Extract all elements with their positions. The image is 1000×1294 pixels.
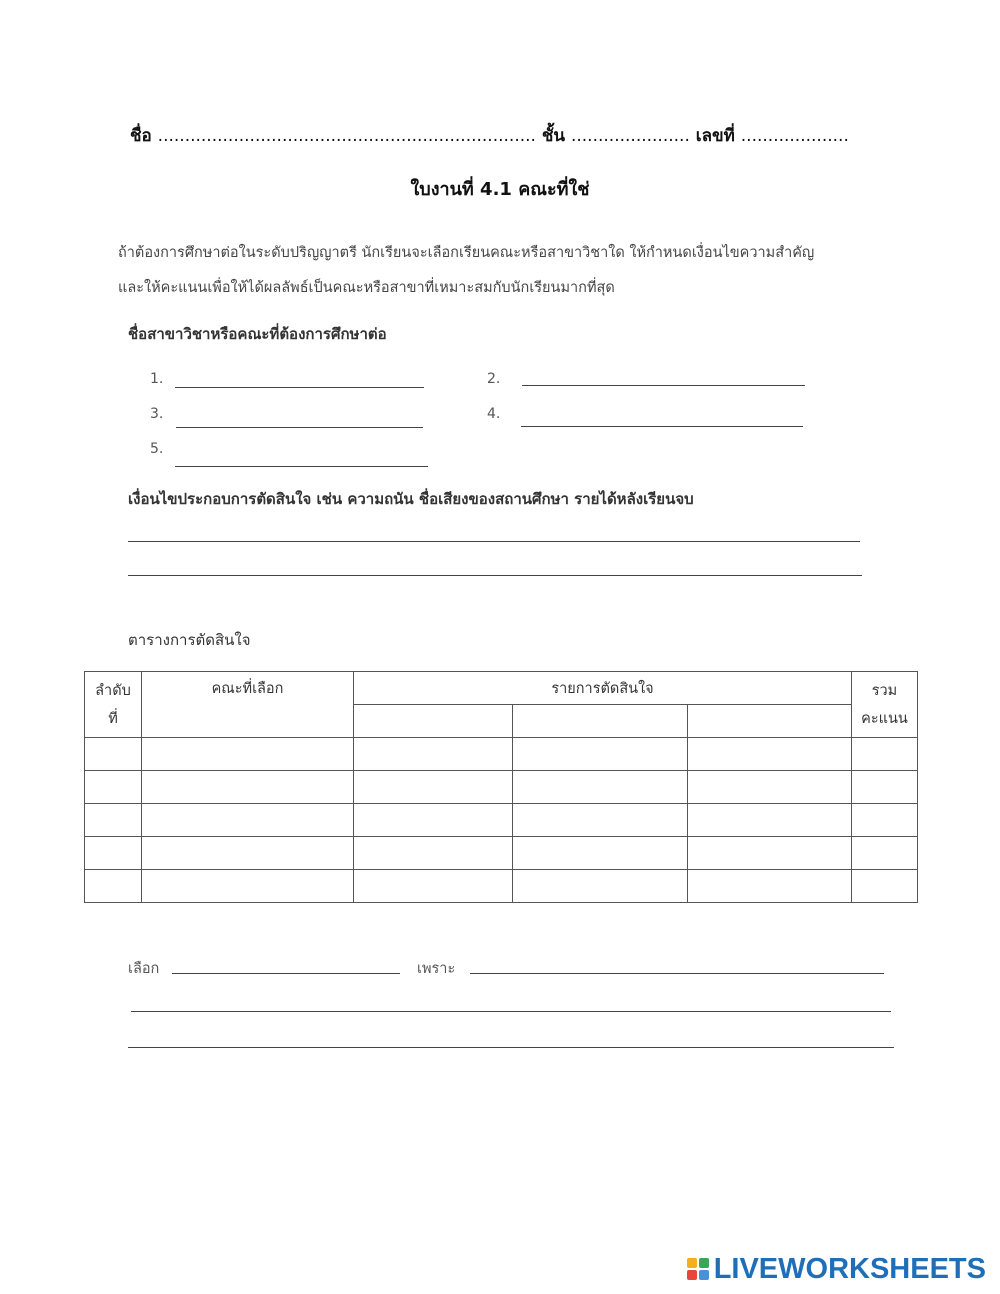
name-label: ชื่อ bbox=[130, 126, 152, 146]
conditions-section-heading: เงื่อนไขประกอบการตัดสินใจ เช่น ความถนัน ชื่อเสียงของสถานศึกษา รายได้หลังเรียนจบ bbox=[128, 490, 694, 508]
logo-text: LIVEWORKSHEETS bbox=[713, 1252, 986, 1285]
class-label: ชั้น bbox=[541, 126, 566, 146]
logo-tile-2 bbox=[699, 1258, 709, 1268]
table-row bbox=[85, 870, 918, 903]
table-row bbox=[85, 804, 918, 837]
conditions-line-2[interactable] bbox=[128, 575, 862, 576]
student-info-line bbox=[130, 122, 890, 149]
decision-table bbox=[84, 671, 918, 903]
faculty-item-1-line[interactable] bbox=[175, 387, 424, 388]
table-cell[interactable] bbox=[142, 870, 354, 903]
faculty-item-5-line[interactable] bbox=[175, 466, 428, 467]
table-cell[interactable] bbox=[513, 771, 688, 804]
logo-tile-1 bbox=[687, 1258, 697, 1268]
table-row bbox=[85, 771, 918, 804]
table-cell[interactable] bbox=[354, 804, 513, 837]
table-cell[interactable] bbox=[852, 870, 918, 903]
total-column-header bbox=[852, 672, 918, 738]
faculty-item-4-line[interactable] bbox=[521, 426, 803, 427]
table-cell[interactable] bbox=[513, 804, 688, 837]
faculty-item-2-line[interactable] bbox=[522, 385, 805, 386]
table-cell[interactable] bbox=[354, 771, 513, 804]
table-cell[interactable] bbox=[852, 804, 918, 837]
table-cell[interactable] bbox=[354, 738, 513, 771]
reason-line-2[interactable] bbox=[131, 1011, 891, 1012]
choose-label: เลือก bbox=[128, 961, 160, 977]
faculty-section-heading: ชื่อสาขาวิชาหรือคณะที่ต้องการศึกษาต่อ bbox=[128, 325, 387, 343]
table-cell[interactable] bbox=[85, 738, 142, 771]
table-cell[interactable] bbox=[852, 738, 918, 771]
table-cell[interactable] bbox=[688, 837, 852, 870]
table-cell[interactable] bbox=[852, 771, 918, 804]
table-cell[interactable] bbox=[513, 738, 688, 771]
faculty-item-3-number: 3. bbox=[150, 406, 164, 422]
table-cell[interactable] bbox=[85, 804, 142, 837]
worksheet-title: ใบงานที่ 4.1 คณะที่ใช่ bbox=[410, 179, 590, 200]
table-cell[interactable] bbox=[85, 870, 142, 903]
order-column-header bbox=[85, 672, 142, 738]
criteria-1-header-cell[interactable] bbox=[354, 705, 513, 738]
logo-tiles-icon bbox=[686, 1257, 710, 1281]
table-cell[interactable] bbox=[513, 870, 688, 903]
logo-tile-3 bbox=[687, 1270, 697, 1280]
intro-paragraph bbox=[118, 236, 878, 306]
name-field[interactable]: ...................................................................... bbox=[157, 126, 536, 146]
faculty-item-3-line[interactable] bbox=[176, 427, 423, 428]
table-row bbox=[85, 738, 918, 771]
table-cell[interactable] bbox=[688, 738, 852, 771]
table-cell[interactable] bbox=[513, 837, 688, 870]
faculty-item-2-number: 2. bbox=[487, 371, 501, 387]
table-cell[interactable] bbox=[85, 837, 142, 870]
faculty-item-1-number: 1. bbox=[150, 371, 164, 387]
total-header-line-2: คะแนน bbox=[861, 711, 908, 727]
table-cell[interactable] bbox=[142, 738, 354, 771]
order-header-line-1: ลำดับ bbox=[95, 683, 131, 699]
table-cell[interactable] bbox=[142, 837, 354, 870]
table-cell[interactable] bbox=[354, 837, 513, 870]
table-cell[interactable] bbox=[688, 804, 852, 837]
number-label: เลขที่ bbox=[695, 126, 735, 146]
criteria-column-header: รายการตัดสินใจ bbox=[354, 672, 852, 705]
choose-line[interactable] bbox=[172, 973, 400, 974]
decision-table-label: ตารางการตัดสินใจ bbox=[128, 631, 251, 649]
table-cell[interactable] bbox=[142, 771, 354, 804]
liveworksheets-logo bbox=[686, 1254, 986, 1284]
faculty-item-4-number: 4. bbox=[487, 406, 501, 422]
because-label: เพราะ bbox=[417, 961, 456, 977]
faculty-item-5-number: 5. bbox=[150, 441, 164, 457]
reason-line-3[interactable] bbox=[128, 1047, 894, 1048]
table-row bbox=[85, 837, 918, 870]
table-cell[interactable] bbox=[142, 804, 354, 837]
total-header-line-1: รวม bbox=[871, 683, 898, 699]
faculty-column-header: คณะที่เลือก bbox=[142, 672, 354, 738]
order-header-line-2: ที่ bbox=[108, 711, 118, 727]
table-cell[interactable] bbox=[354, 870, 513, 903]
table-cell[interactable] bbox=[688, 870, 852, 903]
table-cell[interactable] bbox=[852, 837, 918, 870]
class-field[interactable]: ...................... bbox=[570, 126, 690, 146]
criteria-2-header-cell[interactable] bbox=[513, 705, 688, 738]
intro-line-2: และให้คะแนนเพื่อให้ได้ผลลัพธ์เป็นคณะหรือสาขาที่เหมาะสมกับนักเรียนมากที่สุด bbox=[118, 280, 615, 296]
because-line[interactable] bbox=[470, 973, 884, 974]
logo-tile-4 bbox=[699, 1270, 709, 1280]
conditions-line-1[interactable] bbox=[128, 541, 860, 542]
intro-line-1: ถ้าต้องการศึกษาต่อในระดับปริญญาตรี นักเรียนจะเลือกเรียนคณะหรือสาขาวิชาใด ให้กำหนดเงื่อนไขความสำคัญ bbox=[118, 245, 815, 261]
table-cell[interactable] bbox=[688, 771, 852, 804]
number-field[interactable]: .................... bbox=[740, 126, 849, 146]
table-cell[interactable] bbox=[85, 771, 142, 804]
criteria-3-header-cell[interactable] bbox=[688, 705, 852, 738]
